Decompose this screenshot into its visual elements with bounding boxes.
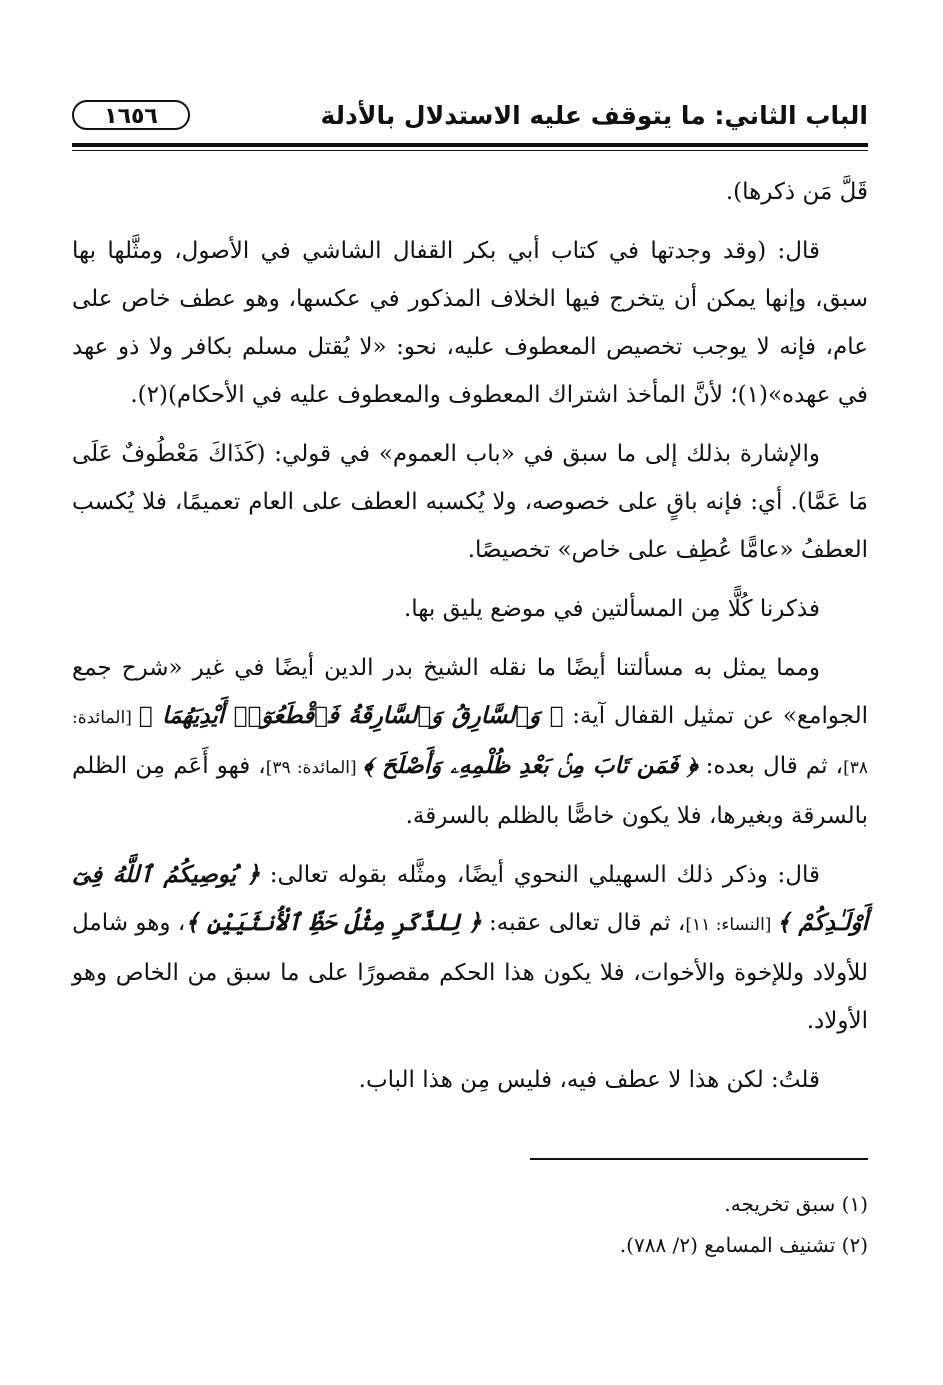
chapter-title: الباب الثاني: ما يتوقف عليه الاستدلال بالأدلة [320, 101, 868, 130]
paragraph-7: قلتُ: لكن هذا لا عطف فيه، فليس مِن هذا الباب. [358, 1067, 820, 1093]
footnote-2: (٢) تشنيف المسامع (٢/ ٧٨٨). [619, 1233, 868, 1257]
paragraph-6-text-b: ، ثم قال تعالى عقبه: [481, 910, 686, 936]
verse-reference: [المائدة: ٣٨] [72, 708, 868, 778]
paragraph-5-text-b: ، ثم قال بعده: [697, 753, 844, 779]
footnote-separator [530, 1158, 868, 1160]
quran-verse: ﴿ وَٱلسَّارِقُ وَٱلسَّارِقَةُ فَٱقْطَعُوٓا۟ أَيْدِيَهُمَا ﴾ [138, 702, 564, 729]
verse-reference: [المائدة: ٣٩] [265, 758, 363, 778]
paragraph-5 [72, 644, 868, 840]
paragraph-5-text-c: ، فهو أَعَم مِن الظلم بالسرقة وبغيرها، فلا يكون خاصًّا بالظلم بالسرقة. [72, 753, 868, 829]
verse-reference: [النساء: ١١] [685, 915, 777, 935]
header-rule-thin [72, 150, 868, 151]
footnotes [72, 1184, 868, 1266]
paragraph-6 [72, 851, 868, 1045]
header-rule [72, 143, 868, 147]
quran-verse: ﴿ فَمَن تَابَ مِنۢ بَعْدِ ظُلْمِهِۦ وَأَصْلَحَ ﴾ [362, 752, 698, 779]
paragraph-4: فذكرنا كُلًّا مِن المسألتين في موضع يليق بها. [403, 596, 820, 622]
quran-verse: ﴿ لِلذَّكَرِ مِثْلُ حَظِّ ٱلْأُنثَيَيْنِ ﴾ [185, 909, 482, 936]
paragraph-6-text-c: ، وهو شامل للأولاد وللإخوة والأخوات، فلا يكون هذا الحكم مقصورًا على ما سبق من الخاص وهو الأولاد. [72, 910, 868, 1034]
page-header [72, 96, 868, 140]
paragraph-2: قال: (وقد وجدتها في كتاب أبي بكر القفال الشاشي في الأصول، ومثَّلها بها سبق، وإنها يمكن أن يتخرج فيها الخلاف المذكور في عكسها، وهو عطف خاص على عام، فإنه لا يوجب تخصيص المعطوف عليه، نحو: «لا يُقتل مسلم بكافر ولا ذو عهد في عهده»(١)؛ لأنَّ المأخذ اشتراك المعطوف والمعطوف عليه في الأحكام)(٢). [72, 238, 868, 408]
paragraph-5-text-a: ومما يمثل به مسألتنا أيضًا ما نقله الشيخ بدر الدين أيضًا في غير «شرح جمع الجوامع» عن تمثيل القفال آية: [72, 655, 868, 729]
page-number: ١٦٥٦ [72, 100, 190, 130]
paragraph-3: والإشارة بذلك إلى ما سبق في «باب العموم» في قولي: (كَذَاكَ مَعْطُوفٌ عَلَى مَا عَمَّا). أي: فإنه باقٍ على خصوصه، ولا يُكسبه العطف على العام تعميمًا، فلا يُكسب العطفُ «عامًّا عُطِف على خاص» تخصيصًا. [72, 441, 868, 563]
main-text [72, 168, 868, 1115]
paragraph-1: قَلَّ مَن ذكرها). [725, 179, 868, 205]
footnote-1: (١) سبق تخريجه. [724, 1192, 868, 1216]
quran-verse: ﴿ يُوصِيكُمُ ٱللَّهُ فِىٓ أَوْلَـٰدِكُمْ ﴾ [72, 861, 868, 936]
paragraph-6-text-a: قال: وذكر ذلك السهيلي النحوي أيضًا، ومثَّله بقوله تعالى: [260, 862, 821, 888]
